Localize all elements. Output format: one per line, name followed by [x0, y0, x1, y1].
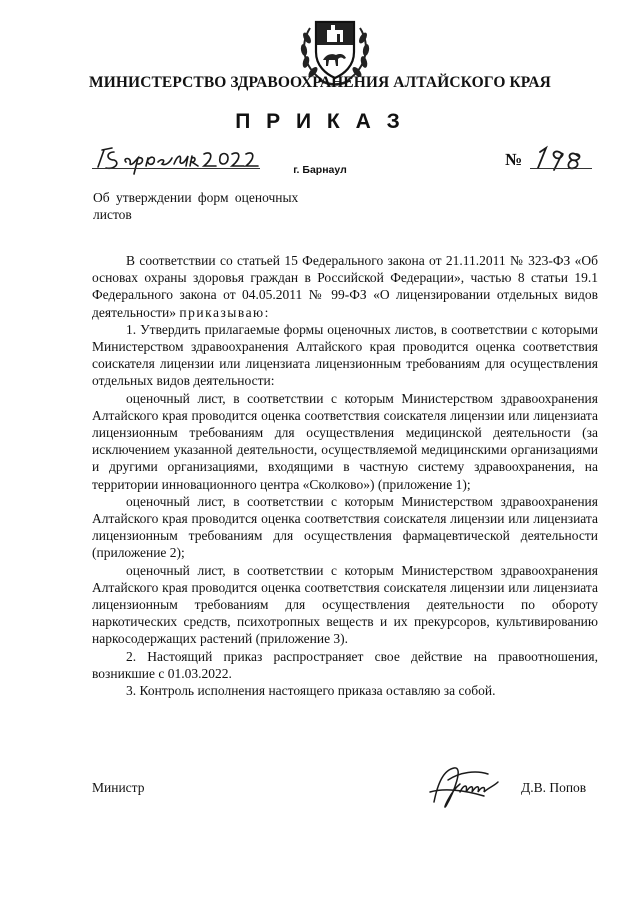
handwritten-signature-icon [424, 762, 504, 814]
signatory-position: Министр [92, 780, 145, 795]
item-1-paragraph: 1. Утвердить прилагаемые формы оценочных листов, в соответствии с которыми Министерством здравоохранения Алтайского края проводится оценка соответствия соискателя лицензии или лицензиата лицензионным требованиям для осуществления отдельных видов деятельности: [92, 321, 598, 389]
document-body [92, 252, 598, 699]
item-3-paragraph: 3. Контроль исполнения настоящего приказа оставляю за собой. [126, 683, 496, 699]
decree-word: приказываю: [179, 304, 270, 320]
sheet-1-paragraph: оценочный лист, в соответствии с которым Министерством здравоохранения Алтайского края проводится оценка соответствия соискателя лицензии или лицензиата лицензионным требованиям для осуществления медицинской деятельности (за исключением указанной деятельности, осуществляемой медицинскими организациями и другими организациями, входящими в частную систему здравоохранения, на территории инновационного центра «Сколково») (приложение 1); [92, 390, 598, 492]
intro-paragraph [92, 252, 598, 321]
item-2-paragraph: 2. Настоящий приказ распространяет свое действие на правоотношения, возникшие с 01.03.2022. [92, 648, 598, 681]
ministry-name: МИНИСТЕРСТВО ЗДРАВООХРАНЕНИЯ АЛТАЙСКОГО КРАЯ [89, 74, 551, 91]
number-underline [530, 168, 592, 169]
signer-name: Д.В. Попов [521, 780, 587, 795]
number-label: № [505, 150, 523, 169]
document-title: П Р И К А З [235, 110, 405, 133]
city-label: г. Барнаул [293, 164, 347, 176]
sheet-3-paragraph: оценочный лист, в соответствии с которым Министерством здравоохранения Алтайского края проводится оценка соответствия соискателя лицензии или лицензиата лицензионным требованиям для осуществления деятельности по обороту наркотических средств, психотропных веществ и их прекурсоров, культивированию наркосодержащих растений (приложение 3). [92, 562, 598, 647]
sheet-2-paragraph: оценочный лист, в соответствии с которым Министерством здравоохранения Алтайского края проводится оценка соответствия соискателя лицензии или лицензиата лицензионным требованиям для осуществления фармацевтической деятельности (приложение 2); [92, 493, 598, 561]
document-subject: Об утверждении форм оценочных листов [93, 190, 299, 222]
intro-text: В соответствии со статьей 15 Федерального закона от 21.11.2011 № 323-ФЗ «Об основах охраны здоровья граждан в Российской Федерации», частью 8 статьи 19.1 Федерального закона от 04.05.2011 № 99-ФЗ «О лицензировании отдельных видов деятельности» [92, 253, 598, 320]
